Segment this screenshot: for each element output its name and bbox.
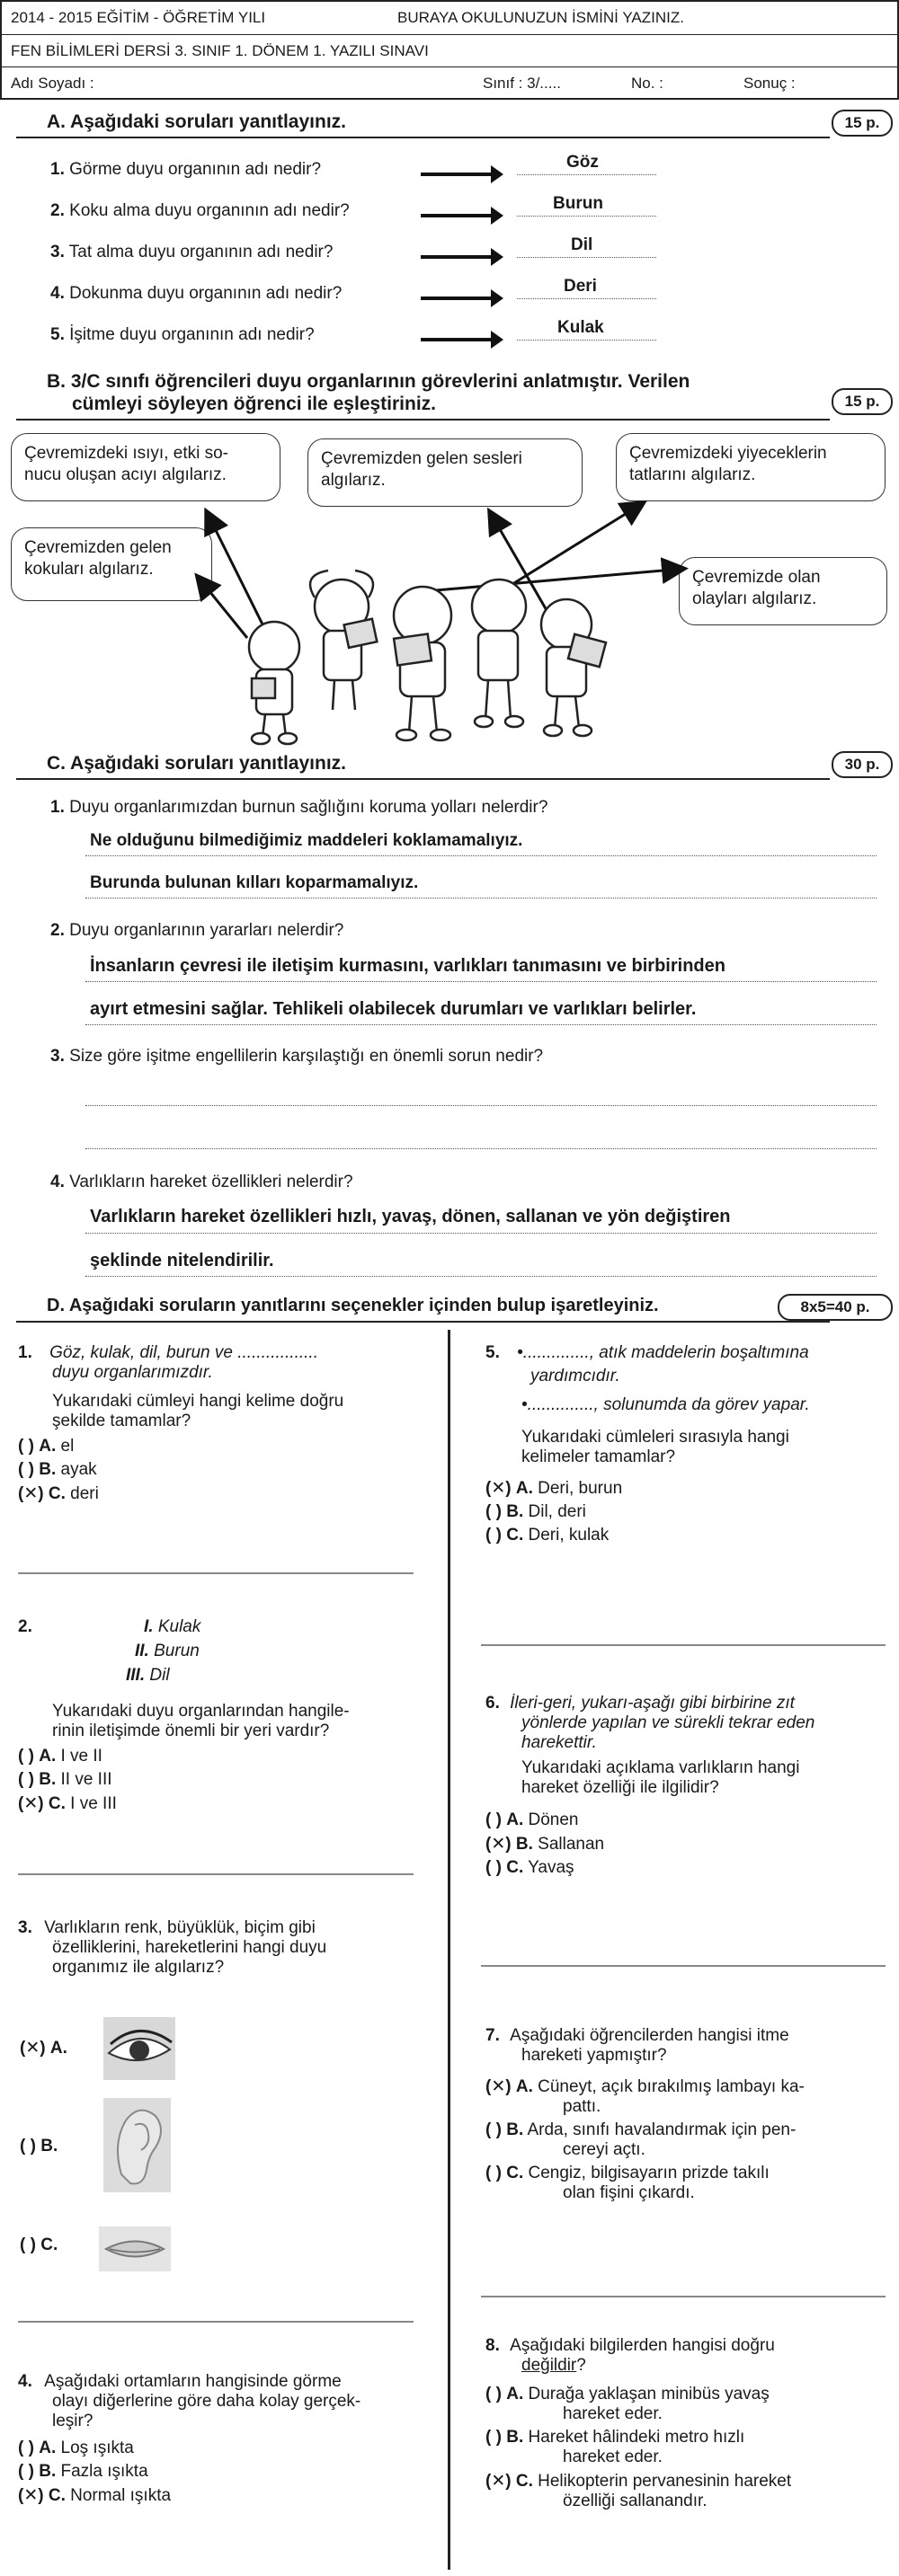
d-q2-option-b[interactable] [18,1770,432,1790]
d-q3-option-a[interactable] [20,2038,67,2058]
a-item-2-dots [517,216,656,217]
d-divider-2 [18,1873,414,1875]
d-q7-b-mark: ( ) [485,2120,502,2139]
a-item-4-answer: Deri [564,277,597,296]
d-q2-a-text: I ve II [60,1747,102,1766]
header-row-1 [2,2,897,35]
c-q4 [50,1173,353,1192]
a-item-5-num: 5. [50,325,65,344]
d-q7-option-b[interactable] [485,2120,890,2140]
ear-icon [103,2098,171,2192]
d-q6-q2: hareket özelliği ile ilgilidir? [521,1778,719,1797]
d-q2-q1: Yukarıdaki duyu organlarından hangile- [52,1702,350,1721]
d-q1-line1: Göz, kulak, dil, burun ve ................. [49,1343,318,1362]
c-q2-line-1 [85,981,877,982]
d-q5-option-c[interactable] [485,1526,890,1545]
d-q8-c-mark: (✕) [485,2472,512,2491]
d-q8-a-mark: ( ) [485,2385,502,2403]
a-item-5-answer: Kulak [557,318,604,337]
d-q6 [485,1694,890,1878]
section-a-items [0,153,899,359]
d-q5-a-letter: A. [515,1479,533,1498]
d-q1-option-a[interactable] [18,1437,432,1456]
d-q4 [18,2372,441,2506]
d-q8-c-text2: özelliği sallanandır. [563,2492,708,2510]
d-q8-option-b[interactable] [485,2428,890,2448]
a-item-1-arrow [421,173,493,176]
class-label: Sınıf : 3/..... [483,75,561,92]
d-q5-c-mark: ( ) [485,1526,502,1545]
a-item-1-question: Görme duyu organının adı nedir? [69,160,322,179]
child-4 [472,580,526,727]
d-q7-a-mark: (✕) [485,2077,512,2096]
d-q7-option-c[interactable] [485,2164,890,2183]
d-q6-option-b[interactable] [485,1834,890,1855]
d-q8-b-text2: hareket eder. [563,2448,663,2466]
d-q3-num: 3. [18,1918,32,1937]
d-divider-3 [18,2321,414,2323]
d-q7-num: 7. [485,2026,500,2045]
d-q1-c-letter: C. [48,1484,66,1503]
d-q6-a-text: Dönen [528,1810,579,1829]
bubble-smell: Çevremizden gelen kokuları algılarız. [11,527,212,601]
d-q4-b-mark: ( ) [18,2462,34,2481]
a-item-2-arrow [421,214,493,217]
d-q1-a-letter: A. [39,1437,57,1456]
c-q3-line-2 [85,1148,877,1149]
c-q1-num: 1. [50,798,65,817]
a-item-4-num: 4. [50,284,65,303]
d-q3-option-c[interactable] [20,2235,58,2255]
d-q8-c-letter: C. [515,2472,533,2491]
d-q3 [18,1918,432,1978]
d-q1 [18,1343,432,1504]
d-q1-q1: Yukarıdaki cümleyi hangi kelime doğru [52,1392,344,1411]
a-item-5-dots [517,340,656,341]
section-b-points: 15 p. [832,388,893,415]
d-q6-l1: İleri-geri, yukarı-aşağı gibi birbirine zıt [510,1694,795,1713]
d-q8-b-letter: B. [506,2428,524,2447]
d-q5-option-a[interactable] [485,1478,890,1499]
section-c-points: 30 p. [832,751,893,778]
no-label: No. : [631,75,663,92]
arrow-to-sight [405,569,683,593]
a-item-4-dots [517,298,656,299]
d-q3-c-letter: C. [40,2235,58,2254]
d-q1-b-text: ayak [60,1460,97,1479]
section-b-title-line1: B. 3/C sınıfı öğrencileri duyu organlarının görevlerini anlatmıştır. Verilen [47,371,690,392]
d-q2-option-c[interactable] [18,1793,432,1814]
c-q1 [50,798,547,818]
column-divider [448,1330,450,2570]
d-q7-a-text: Cüneyt, açık bırakılmış lambayı ka- [538,2077,805,2096]
exam-header [0,0,899,100]
d-q2-row3 [126,1666,170,1686]
a-item-3-question: Tat alma duyu organının adı nedir? [68,243,334,261]
c-q4-answer-2: şeklinde nitelendirilir. [90,1251,274,1270]
d-q2-a-mark: ( ) [18,1747,34,1766]
d-q4-a-mark: ( ) [18,2439,34,2457]
d-q2-r2t: Burun [154,1642,200,1660]
d-q6-option-c[interactable] [485,1858,890,1878]
a-item-5-arrow [421,338,493,341]
d-q1-b-letter: B. [39,1460,57,1479]
d-q2-q2: rinin iletişimde önemli bir yeri vardır? [52,1722,330,1740]
d-q4-c-letter: C. [48,2486,66,2505]
d-q8-num: 8. [485,2336,500,2355]
d-q2-c-mark: (✕) [18,1794,44,1813]
d-q2-row2 [135,1642,200,1661]
d-q5-b1: •.............., atık maddelerin boşaltımına [517,1343,809,1362]
mouth-icon [99,2226,171,2271]
d-q4-b-text: Fazla ışıkta [60,2462,148,2481]
d-q8 [485,2336,890,2511]
d-q4-l1: Aşağıdaki ortamların hangisinde görme [44,2372,342,2391]
header-row-3 [2,67,897,100]
bubble-touch: Çevremizdeki ısıyı, etki so- nucu oluşan acıyı algılarız. [11,433,280,501]
d-q1-line2: duyu organlarımızdır. [52,1363,213,1382]
section-a-points: 15 p. [832,110,893,137]
section-c-line [16,778,830,780]
section-a-title: A. Aşağıdaki soruları yanıtlayınız. [47,111,346,132]
d-q3-l3: organımız ile algılarız? [52,1958,225,1977]
d-q8-l2q: ? [576,2356,586,2375]
a-item-2-question: Koku alma duyu organının adı nedir? [69,201,350,220]
d-q5-c-letter: C. [506,1526,524,1545]
d-q5 [485,1343,890,1545]
d-q7 [485,2026,890,2203]
students-illustration [0,422,899,746]
d-q5-option-b[interactable] [485,1502,890,1522]
eye-icon [103,2017,175,2080]
d-q6-num: 6. [485,1694,500,1713]
d-q2-c-text: I ve III [70,1794,117,1813]
a-item-1-answer: Göz [566,153,599,172]
section-d-points: 8x5=40 p. [778,1294,893,1321]
section-b-title-line2: cümleyi söyleyen öğrenci ile eşleştiriniz. [72,394,437,414]
d-q7-c-text: Cengiz, bilgisayarın prizde takılı [528,2164,770,2182]
d-q4-c-mark: (✕) [18,2486,44,2505]
d-q4-a-letter: A. [39,2439,57,2457]
d-divider-5 [481,1644,886,1646]
arrow-to-touch [207,512,271,642]
child-5 [541,599,606,736]
d-q5-b1b: yardımcıdır. [530,1367,620,1385]
d-q1-b-mark: ( ) [18,1460,34,1479]
d-q2-num: 2. [18,1617,32,1636]
d-q5-a-text: Deri, burun [538,1479,623,1498]
a-item-5-question: İşitme duyu organının adı nedir? [69,325,315,344]
d-q3-a-mark: (✕) [20,2039,46,2058]
c-q4-line-1 [85,1233,877,1234]
c-q3-line-1 [85,1105,877,1106]
d-q3-a-letter: A. [49,2039,67,2058]
d-q1-c-text: deri [70,1484,99,1503]
child-3 [394,587,451,740]
d-q6-l2: yönlerde yapılan ve sürekli tekrar eden [521,1713,815,1732]
d-q1-a-text: el [60,1437,75,1456]
d-q3-b-mark: ( ) [20,2137,36,2156]
c-q1-line-2 [85,898,877,899]
d-divider-7 [481,2296,886,2297]
c-q1-question: Duyu organlarımızdan burnun sağlığını koruma yolları nelerdir? [69,798,548,817]
d-q3-b-letter: B. [40,2137,58,2156]
d-q7-c-mark: ( ) [485,2164,502,2182]
a-item-3-arrow [421,255,493,259]
d-q2-r1: I. [144,1617,154,1636]
d-q5-b-text: Dil, deri [528,1502,586,1521]
children-group [249,571,606,744]
d-q2-c-letter: C. [48,1794,66,1813]
d-q1-c-mark: (✕) [18,1484,44,1503]
d-q2-row1 [144,1617,200,1637]
a-item-3-answer: Dil [571,235,593,254]
d-q1-q2: şekilde tamamlar? [52,1412,191,1430]
d-q4-option-a[interactable] [18,2439,441,2458]
d-q4-num: 4. [18,2372,32,2391]
d-q2 [18,1617,432,1814]
d-q6-option-a[interactable] [485,1810,890,1830]
a-item-2-answer: Burun [553,194,603,213]
section-c-title: C. Aşağıdaki soruları yanıtlayınız. [47,753,346,774]
c-q2-question: Duyu organlarının yararları nelerdir? [69,921,344,940]
c-q2 [50,921,343,941]
d-q7-c-text2: olan fişini çıkardı. [563,2183,695,2202]
d-q5-a-mark: (✕) [485,1479,512,1498]
d-q2-r2: II. [135,1642,149,1660]
d-q6-l3: harekettir. [521,1733,597,1752]
d-q6-a-letter: A. [506,1810,524,1829]
d-q8-a-text: Durağa yaklaşan minibüs yavaş [528,2385,770,2403]
d-q2-r3: III. [126,1666,146,1685]
d-q7-c-letter: C. [506,2164,524,2182]
header-school: BURAYA OKULUNUZUN İSMİNİ YAZINIZ. [397,9,684,26]
arrow-to-smell [198,577,247,638]
d-q4-c-text: Normal ışıkta [70,2486,172,2505]
d-q2-a-letter: A. [39,1747,57,1766]
d-q6-b-mark: (✕) [485,1835,512,1854]
c-q2-answer-1: İnsanların çevresi ile iletişim kurmasını, varlıkları tanımasını ve birbirinden [90,956,725,976]
d-q5-b2: •.............., solunumda da görev yapar. [521,1395,810,1414]
bubble-taste: Çevremizdeki yiyeceklerin tatlarını algılarız. [616,433,886,501]
d-q6-b-text: Sallanan [538,1835,605,1854]
d-q3-l2: özelliklerini, hareketlerini hangi duyu [52,1938,327,1957]
child-1 [249,622,299,744]
d-q8-b-mark: ( ) [485,2428,502,2447]
c-q4-answer-1: Varlıkların hareket özellikleri hızlı, yavaş, dönen, sallanan ve yön değiştiren [90,1207,731,1226]
section-a-line [16,137,830,138]
d-q2-r1t: Kulak [157,1617,201,1636]
d-q4-l2: olayı diğerlerine göre daha kolay gerçek- [52,2392,361,2411]
d-q2-r3t: Dil [149,1666,170,1685]
d-q7-a-text2: pattı. [563,2097,601,2116]
d-q4-b-letter: B. [39,2462,57,2481]
bubble-hearing: Çevremizden gelen sesleri algılarız. [307,438,583,507]
result-label: Sonuç : [743,75,796,92]
d-q7-b-text2: cereyi açtı. [563,2140,645,2159]
d-q3-option-b[interactable] [20,2137,58,2156]
d-q8-l2: değildir [521,2356,577,2375]
d-q2-option-a[interactable] [18,1747,432,1766]
d-q7-a-letter: A. [515,2077,533,2096]
d-q5-b-mark: ( ) [485,1502,502,1521]
d-q4-option-b[interactable] [18,2462,441,2482]
c-q3-num: 3. [50,1047,65,1066]
d-q8-a-text2: hareket eder. [563,2404,663,2423]
d-q6-c-mark: ( ) [485,1858,502,1877]
d-q7-l1: Aşağıdaki öğrencilerden hangisi itme [510,2026,789,2045]
d-q2-b-mark: ( ) [18,1770,34,1789]
c-q2-num: 2. [50,921,65,940]
d-q1-option-c[interactable] [18,1483,432,1504]
d-q6-c-text: Yavaş [528,1858,574,1877]
d-q8-option-c[interactable] [485,2471,890,2492]
c-q3 [50,1047,543,1067]
d-q8-b-text: Hareket hâlindeki metro hızlı [528,2428,745,2447]
c-q3-question: Size göre işitme engellilerin karşılaştığı en önemli sorun nedir? [69,1047,544,1066]
section-d-line [16,1321,830,1323]
d-q6-b-letter: B. [515,1835,533,1854]
d-q8-l1: Aşağıdaki bilgilerden hangisi doğru [510,2336,775,2355]
d-q8-option-a[interactable] [485,2385,890,2404]
d-q4-l3: leşir? [52,2412,93,2430]
c-q1-answer-1: Ne olduğunu bilmediğimiz maddeleri koklamamalıyız. [90,831,523,850]
d-divider-6 [481,1965,886,1967]
d-q7-l2: hareketi yapmıştır? [521,2046,667,2065]
d-q8-a-letter: A. [506,2385,524,2403]
section-b-line [16,419,830,420]
d-q1-a-mark: ( ) [18,1437,34,1456]
a-item-4-question: Dokunma duyu organının adı nedir? [69,284,343,303]
c-q1-answer-2: Burunda bulunan kılları koparmamalıyız. [90,873,419,892]
d-q2-b-text: II ve III [60,1770,112,1789]
c-q4-question: Varlıkların hareket özellikleri nelerdir? [69,1173,353,1191]
a-item-2-num: 2. [50,201,65,220]
d-q7-b-text: Arda, sınıfı havalandırmak için pen- [527,2120,797,2139]
d-q6-a-mark: ( ) [485,1810,502,1829]
d-q3-c-mark: ( ) [20,2235,36,2254]
a-item-1-num: 1. [50,160,65,179]
a-item-3-dots [517,257,656,258]
name-label: Adı Soyadı : [11,75,94,92]
d-q1-num: 1. [18,1343,32,1362]
c-q4-num: 4. [50,1173,65,1191]
d-q6-q1: Yukarıdaki açıklama varlıkların hangi [521,1758,800,1777]
d-q5-c-text: Deri, kulak [528,1526,610,1545]
d-q7-option-a[interactable] [485,2076,890,2097]
child-2 [310,571,377,710]
c-q2-answer-2: ayırt etmesini sağlar. Tehlikeli olabilecek durumları ve varlıkları belirler. [90,999,697,1019]
d-q3-l1: Varlıkların renk, büyüklük, biçim gibi [44,1918,316,1937]
c-q2-line-2 [85,1024,877,1025]
bubble-sight: Çevremizde olan olayları algılarız. [679,557,887,625]
header-year: 2014 - 2015 EĞİTİM - ÖĞRETİM YILI [11,9,266,26]
d-q5-q1: Yukarıdaki cümleleri sırasıyla hangi [521,1428,789,1447]
a-item-4-arrow [421,297,493,300]
d-q2-b-letter: B. [39,1770,57,1789]
header-row-2 [2,35,897,67]
d-q5-num: 5. [485,1343,500,1362]
d-q5-b-letter: B. [506,1502,524,1521]
c-q1-line-1 [85,855,877,856]
a-item-1-dots [517,174,656,175]
d-q4-option-c[interactable] [18,2485,441,2506]
d-q5-q2: kelimeler tamamlar? [521,1447,676,1466]
d-divider-1 [18,1572,414,1574]
d-q4-a-text: Loş ışıkta [60,2439,134,2457]
header-exam: FEN BİLİMLERİ DERSİ 3. SINIF 1. DÖNEM 1. YAZILI SINAVI [11,41,429,59]
a-item-3-num: 3. [50,243,65,261]
section-d-title: D. Aşağıdaki soruların yanıtlarını seçenekler içinden bulup işaretleyiniz. [47,1296,659,1315]
d-q7-b-letter: B. [506,2120,524,2139]
c-q4-line-2 [85,1276,877,1277]
d-q6-c-letter: C. [506,1858,524,1877]
d-q1-option-b[interactable] [18,1460,432,1480]
d-q8-c-text: Helikopterin pervanesinin hareket [538,2472,792,2491]
